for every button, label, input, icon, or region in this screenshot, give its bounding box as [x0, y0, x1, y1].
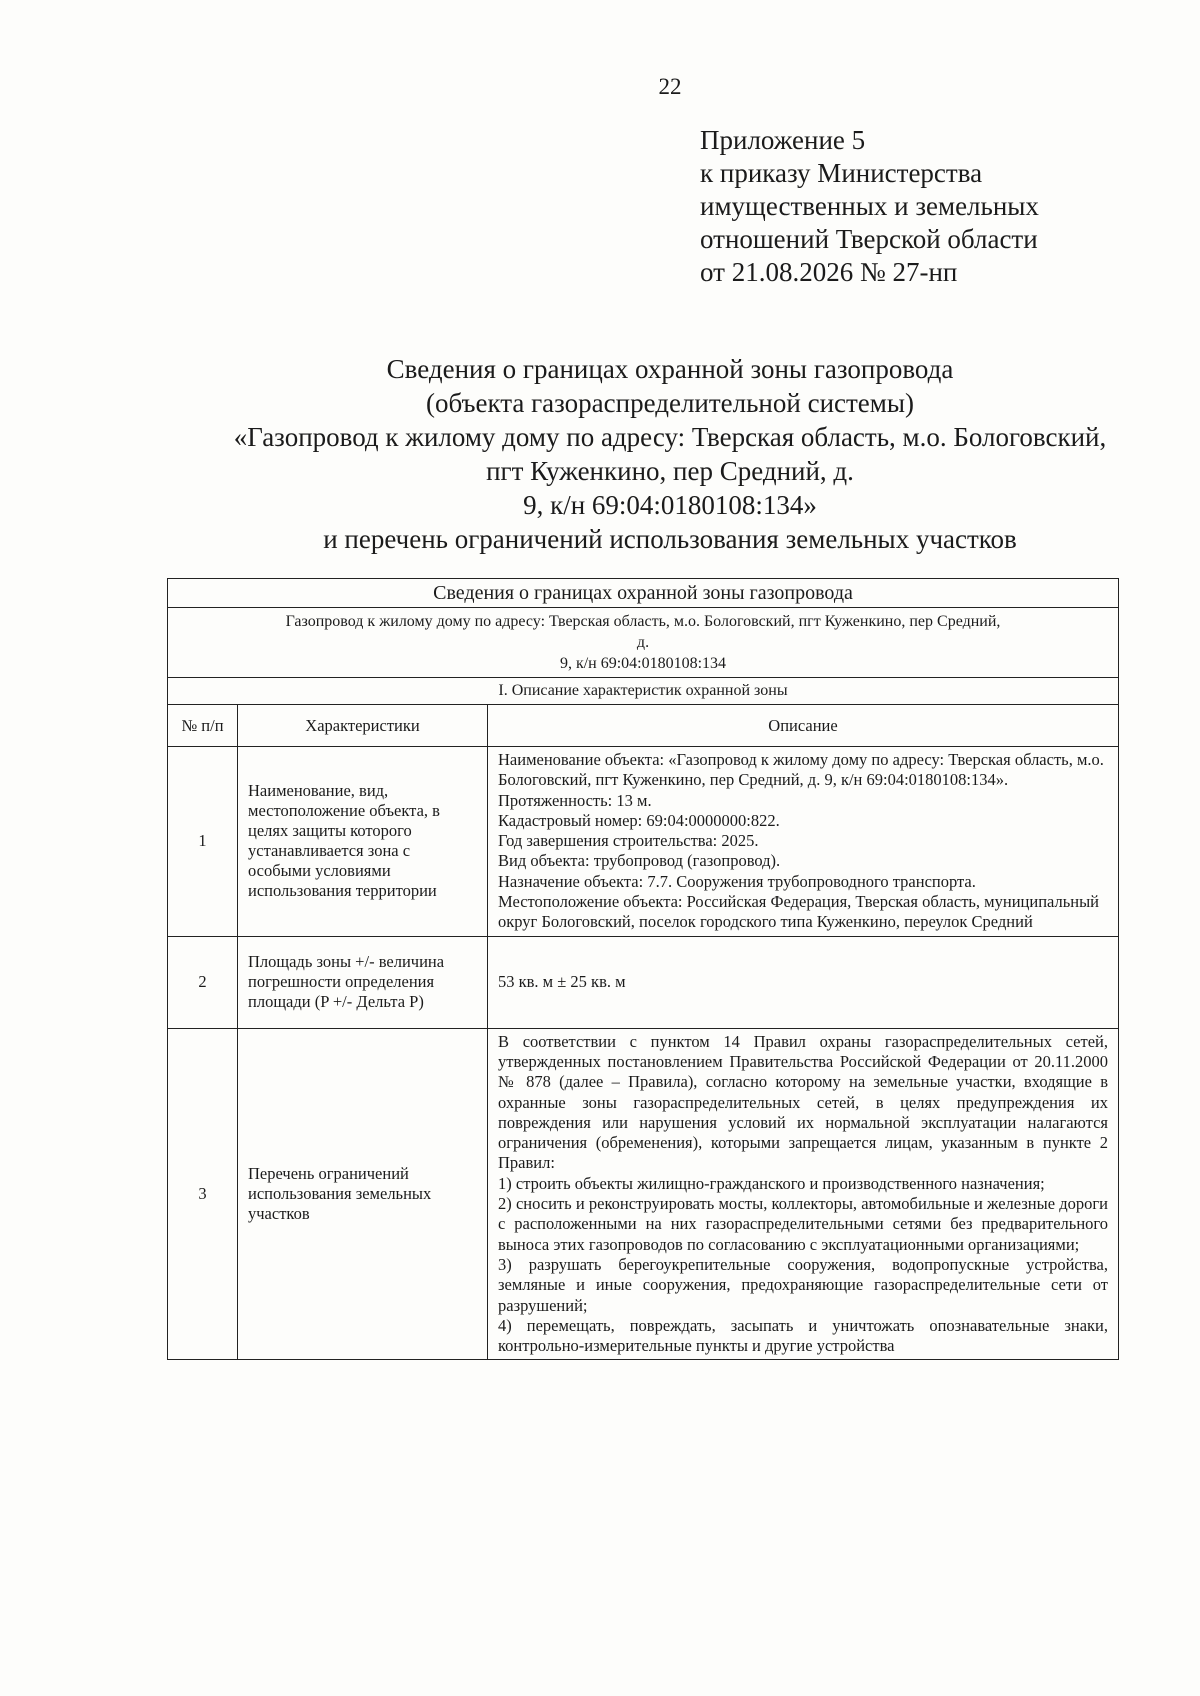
- title-line: (объекта газораспределительной системы): [425, 388, 915, 418]
- title-line: пгт Куженкино, пер Средний, д.: [486, 456, 854, 486]
- appendix-line: от 21.08.2026 № 27-нп: [700, 257, 958, 287]
- row-num: 2: [168, 936, 238, 1028]
- row-description: [488, 747, 1119, 937]
- table-title: Сведения о границах охранной зоны газопровода: [168, 579, 1119, 608]
- appendix-header: [700, 124, 1170, 289]
- object-line: Газопровод к жилому дому по адресу: Тверская область, м.о. Бологовский, пгт Куженкино, пер Средний,: [285, 613, 1001, 630]
- row-characteristic: Площадь зоны +/- величина погрешности определения площади (P +/- Дельта P): [238, 936, 488, 1028]
- title-line: «Газопровод к жилому дому по адресу: Тверская область, м.о. Бологовский,: [233, 422, 1107, 452]
- page-number: 22: [658, 74, 682, 99]
- header-characteristics: Характеристики: [238, 705, 488, 747]
- row-num: 3: [168, 1028, 238, 1360]
- header-num: № п/п: [168, 705, 238, 747]
- desc-line: Кадастровый номер: 69:04:0000000:822.: [498, 810, 780, 830]
- appendix-line: отношений Тверской области: [700, 224, 1038, 254]
- table-row: [168, 1028, 1119, 1360]
- desc-line: 53 кв. м ± 25 кв. м: [498, 972, 626, 992]
- title-line: Сведения о границах охранной зоны газопровода: [386, 354, 954, 384]
- table-row: [168, 936, 1119, 1028]
- zone-info-table: [167, 578, 1119, 1360]
- header-description: Описание: [488, 705, 1119, 747]
- desc-line: Протяженность: 13 м.: [498, 790, 652, 810]
- row-description: [488, 936, 1119, 1028]
- desc-line: Назначение объекта: 7.7. Сооружения трубопроводного транспорта.: [498, 871, 976, 891]
- desc-line: 4) перемещать, повреждать, засыпать и уничтожать опознавательные знаки, контрольно-измерительные пункты и другие устройства: [498, 1315, 1108, 1356]
- object-line: 9, к/н 69:04:0180108:134: [559, 655, 727, 672]
- appendix-line: Приложение 5: [700, 125, 866, 155]
- desc-line: Вид объекта: трубопровод (газопровод).: [498, 851, 781, 871]
- row-num: 1: [168, 747, 238, 937]
- appendix-line: к приказу Министерства: [700, 158, 983, 188]
- document-title: [130, 352, 1200, 556]
- appendix-line: имущественных и земельных: [700, 191, 1039, 221]
- row-description: [488, 1028, 1119, 1360]
- desc-line: 1) строить объекты жилищно-гражданского и производственного назначения;: [498, 1173, 1045, 1193]
- desc-line: Наименование объекта: «Газопровод к жилому дому по адресу: Тверская область, м.о. Бологовский, пгт Куженкино, пер Средний, д. 9, к/н 69:04:0180108:134».: [498, 750, 1104, 790]
- row-characteristic: Перечень ограничений использования земельных участков: [238, 1028, 488, 1360]
- object-line: д.: [636, 634, 650, 651]
- desc-line: 2) сносить и реконструировать мосты, коллекторы, автомобильные и железные дороги с расположенными на них газораспределительными сетями без предварительного выноса этих газопроводов по согласованию с эксплуатационными организациями;: [498, 1194, 1108, 1254]
- desc-line: Местоположение объекта: Российская Федерация, Тверская область, муниципальный округ Бологовский, поселок городского типа Куженкино, переулок Средний: [498, 892, 1100, 932]
- table-row: [168, 747, 1119, 937]
- section-heading: I. Описание характеристик охранной зоны: [168, 678, 1119, 705]
- table-object-name: [168, 608, 1119, 678]
- row-characteristic: Наименование, вид, местоположение объекта, в целях защиты которого устанавливается зона с особыми условиями использования территории: [238, 747, 488, 937]
- desc-line: В соответствии с пунктом 14 Правил охраны газораспределительных сетей, утвержденных постановлением Правительства Российской Федерации от 20.11.2000 № 878 (далее – Правила), согласно которому на земельные участки, входящие в охранные зоны газораспределительных сетей, в целях предупреждения их повреждения или нарушения условий их нормальной эксплуатации налагаются ограничения (обременения), которыми запрещается лицам, указанным в пункте 2 Правил:: [498, 1031, 1108, 1173]
- title-line: и перечень ограничений использования земельных участков: [323, 524, 1017, 554]
- desc-line: 3) разрушать берегоукрепительные сооружения, водопропускные устройства, земляные и иные сооружения, предохраняющие газораспределительные сети от разрушений;: [498, 1254, 1108, 1315]
- desc-line: Год завершения строительства: 2025.: [498, 831, 759, 851]
- title-line: 9, к/н 69:04:0180108:134»: [523, 490, 817, 520]
